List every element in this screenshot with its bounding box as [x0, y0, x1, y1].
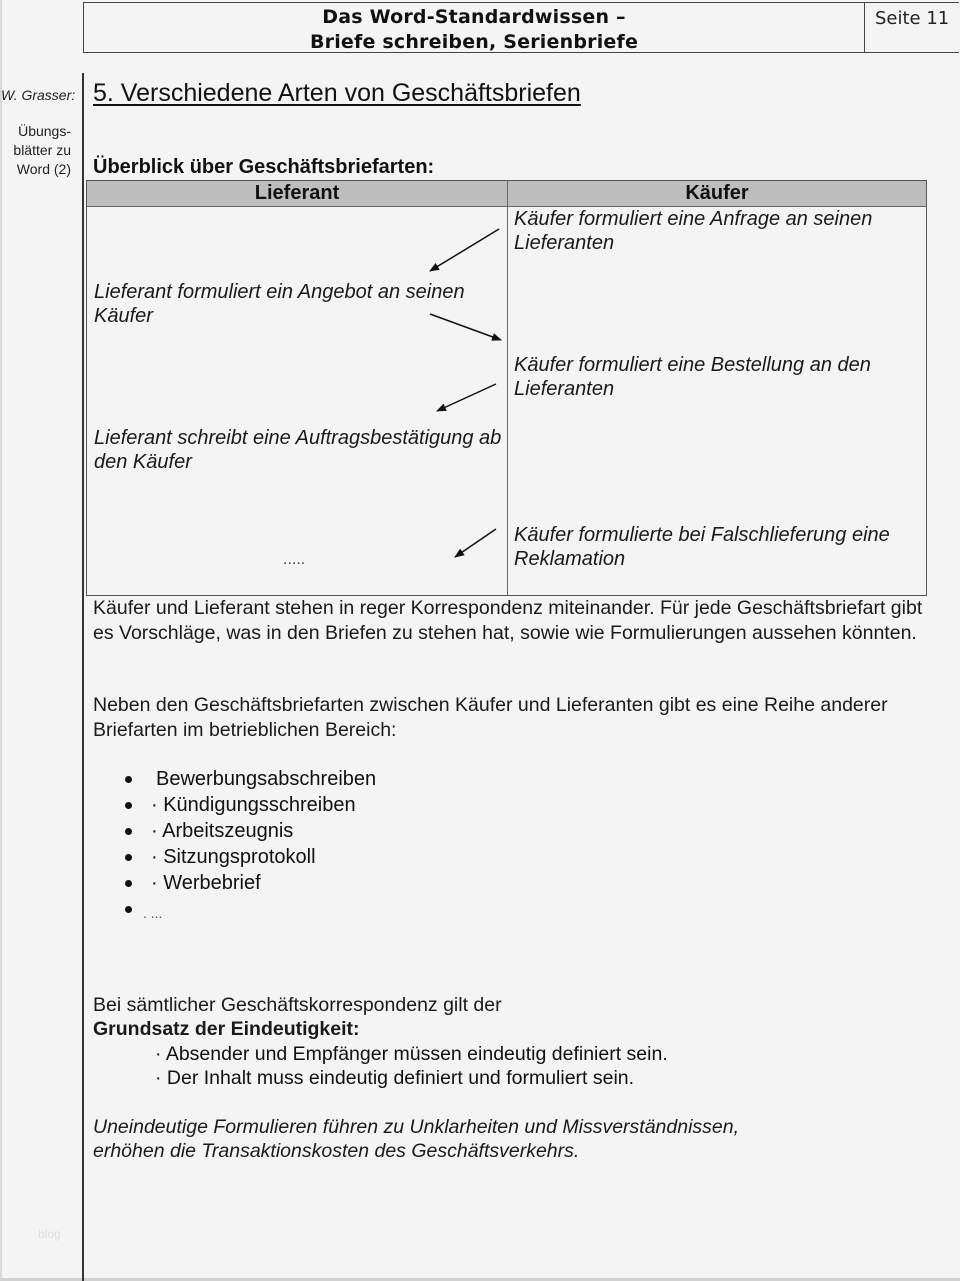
principle-title: Grundsatz der Eindeutigkeit:	[93, 1018, 360, 1040]
margin-subtitle-line: Übungs-	[18, 123, 71, 139]
flow-arrows-icon	[87, 181, 928, 597]
bullet-icon	[125, 828, 132, 835]
conclusion-line: erhöhen die Transaktionskosten des Geschäftsverkehrs.	[93, 1140, 580, 1162]
table-cell-reklamation: Käufer formulierte bei Falschlieferung eine Reklamation	[514, 524, 890, 570]
overview-heading: Überblick über Geschäftsbriefarten:	[93, 156, 435, 178]
correspondence-paragraph: Käufer und Lieferant stehen in reger Korrespondenz miteinander. Für jede Geschäftsbriefart gibt es Vorschläge, was in den Briefen zu stehen hat, sowie wie Formulierungen aussehen könnten.	[93, 597, 923, 644]
table-cell-anfrage: Käufer formuliert eine Anfrage an seinen Lieferanten	[514, 208, 873, 254]
column-header-lieferant: Lieferant	[254, 182, 340, 204]
margin-subtitle	[0, 122, 71, 179]
other-types-intro: Neben den Geschäftsbriefarten zwischen Käufer und Lieferanten gibt es eine Reihe anderer Briefarten im betrieblichen Bereich:	[93, 694, 888, 741]
bullet-icon	[125, 776, 132, 783]
table-cell-ellipsis: .....	[283, 551, 306, 568]
bullet-icon	[125, 802, 132, 809]
watermark: blog	[38, 1227, 61, 1241]
principle-point: · Absender und Empfänger müssen eindeutig definiert sein.	[155, 1043, 668, 1065]
title-line-1: Das Word-Standardwissen –	[322, 6, 626, 28]
table-cell-auftragsbestaetigung: Lieferant schreibt eine Auftragsbestätigung ab den Käufer	[94, 427, 502, 473]
margin-subtitle-line: blätter zu	[13, 142, 71, 158]
margin-subtitle-line: Word (2)	[16, 161, 71, 177]
table-cell-bestellung: Käufer formuliert eine Bestellung an den Lieferanten	[514, 354, 871, 400]
column-header-kaeufer: Käufer	[685, 182, 749, 204]
page-header	[83, 2, 959, 53]
principle-intro: Bei sämtlicher Geschäftskorrespondenz gilt der	[93, 994, 502, 1016]
conclusion-line: Uneindeutige Formulieren führen zu Unklarheiten und Missverständnissen,	[93, 1116, 740, 1138]
table-cell-angebot: Lieferant formuliert ein Angebot an seinen Käufer	[94, 281, 465, 327]
letter-types-table	[86, 180, 927, 596]
title-line-2: Briefe schreiben, Serienbriefe	[309, 31, 639, 53]
document-title	[84, 5, 864, 55]
principle-point: · Der Inhalt muss eindeutig definiert und formuliert sein.	[155, 1067, 635, 1089]
header-divider	[864, 3, 865, 53]
page-edge	[0, 0, 2, 1281]
bullet-icon	[125, 880, 132, 887]
author-label: W. Grasser:	[1, 87, 76, 103]
bullet-icon	[125, 906, 132, 913]
section-title: 5. Verschiedene Arten von Geschäftsbriefen	[93, 79, 581, 107]
page-number: Seite 11	[875, 8, 950, 29]
margin-rule	[82, 73, 84, 1281]
bullet-icon	[125, 854, 132, 861]
